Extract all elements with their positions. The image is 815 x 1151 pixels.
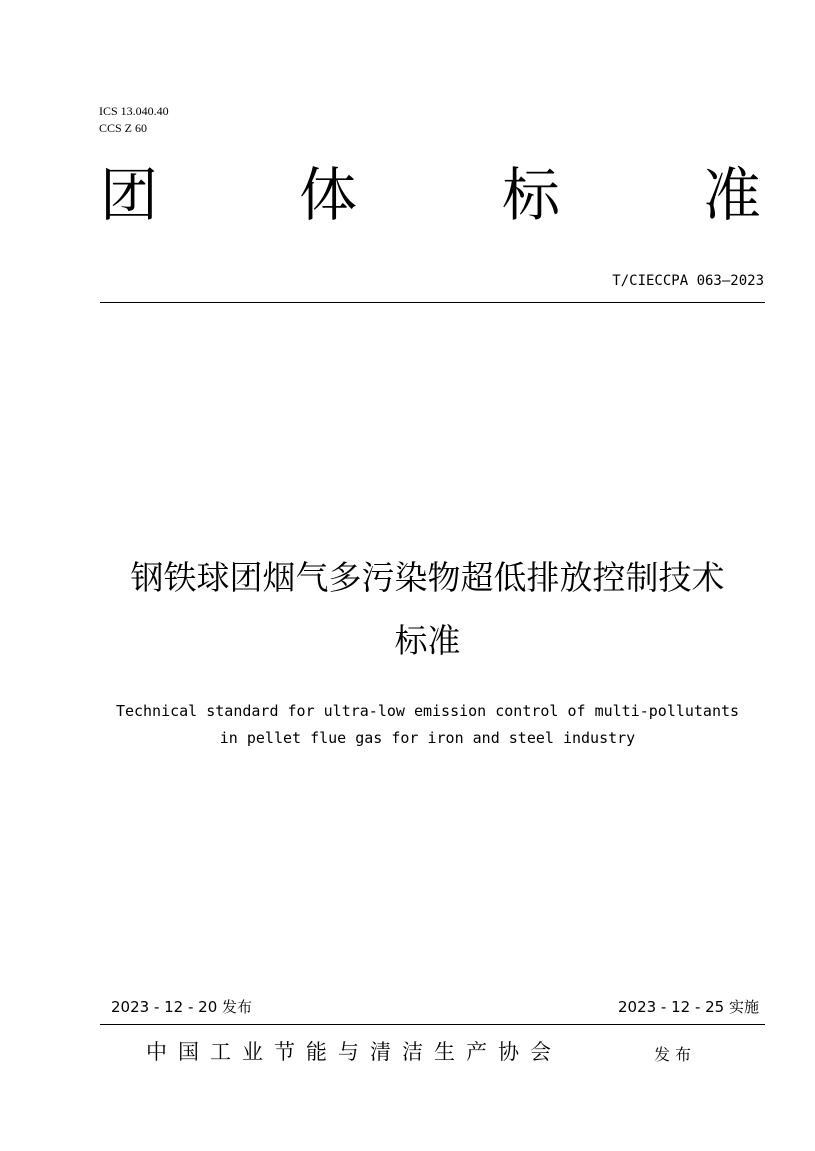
standard-type-char-3: 标 — [502, 161, 561, 229]
effective-date: 2023 - 12 - 25 实施 — [617, 998, 759, 1016]
ccs-code: CCS Z 60 — [99, 121, 148, 135]
standard-type-char-4: 准 — [703, 161, 762, 229]
footer-divider — [100, 1024, 765, 1025]
standard-type-char-2: 体 — [299, 161, 358, 229]
standard-number: T/CIECCPA 063—2023 — [612, 273, 764, 289]
publisher-name: 中国工业节能与清洁生产协会 — [146, 1040, 562, 1064]
issue-date: 2023 - 12 - 20 发布 — [111, 998, 253, 1016]
title-chinese-line-2: 标准 — [394, 621, 461, 660]
title-english-line-1: Technical standard for ultra-low emission control of multi-pollutants — [115, 702, 740, 720]
publisher-suffix: 发布 — [654, 1045, 697, 1064]
ics-code: ICS 13.040.40 — [99, 104, 169, 118]
header-divider — [100, 302, 765, 303]
title-english-line-2: in pellet flue gas for iron and steel industry — [219, 729, 636, 747]
title-chinese-line-1: 钢铁球团烟气多污染物超低排放控制技术 — [130, 558, 725, 597]
standard-type-char-1: 团 — [100, 161, 159, 229]
